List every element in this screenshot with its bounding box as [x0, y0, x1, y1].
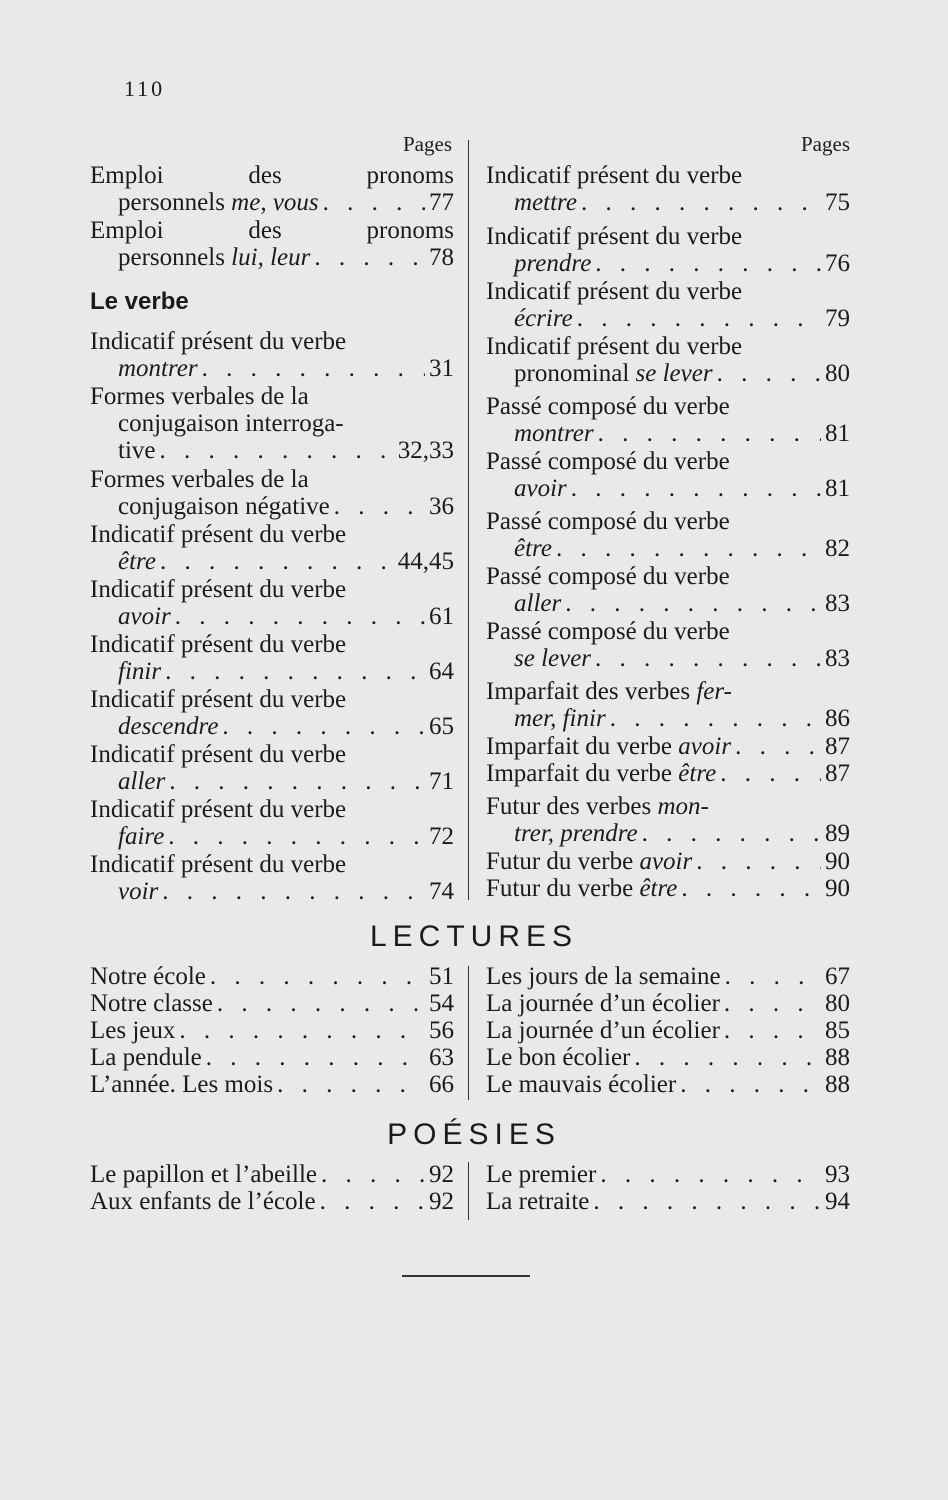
page-ref: 51: [429, 963, 454, 990]
leader-dots: [725, 963, 821, 990]
entry-line: [486, 590, 850, 617]
entry-line: [90, 768, 454, 795]
entry-italic: être: [118, 548, 156, 575]
entry-line: [486, 162, 850, 189]
toc-entry: [486, 678, 850, 732]
toc-entry: [90, 1071, 454, 1098]
toc-entry: [90, 1044, 454, 1071]
entry-italic: être: [639, 875, 678, 902]
entry-line: [90, 1044, 454, 1071]
page-ref: 81: [825, 475, 850, 502]
entry-line: [486, 420, 850, 447]
entry-text: Futur du verbe: [486, 875, 634, 902]
entry-text: Notre classe: [90, 990, 213, 1017]
entry-line: [90, 493, 454, 520]
entry-text: conjugaison interroga-: [118, 410, 344, 437]
entry-line: [486, 448, 850, 475]
entry-italic: me, vous: [231, 189, 319, 216]
entry-italic: avoir: [118, 603, 171, 630]
section-title-verbe: Le verbe: [90, 288, 189, 315]
entry-line: [90, 1071, 454, 1098]
page-ref: 87: [825, 733, 850, 760]
entry-line: [90, 1188, 454, 1215]
page-ref: 64: [429, 658, 454, 685]
leader-dots: [179, 1017, 425, 1044]
page-ref: 88: [825, 1071, 850, 1098]
entry-italic: se lever: [635, 360, 713, 387]
entry-italic: mer, finir: [514, 705, 606, 732]
column-divider-poesies: [468, 1162, 469, 1220]
entry-line: [90, 328, 454, 355]
entry-line: [486, 333, 850, 360]
page-ref: 67: [825, 963, 850, 990]
toc-entry: [486, 793, 850, 847]
entry-text: Passé composé du verbe: [486, 393, 730, 420]
entry-italic: se lever: [514, 645, 592, 672]
entry-line: [486, 848, 850, 875]
page-ref: 77: [429, 189, 454, 216]
page-ref: 83: [825, 645, 850, 672]
toc-entry: [90, 1017, 454, 1044]
entry-line: [90, 686, 454, 713]
page-ref: 88: [825, 1044, 850, 1071]
entry-italic: être: [678, 760, 717, 787]
leader-dots: [724, 1017, 821, 1044]
entry-text: Futur des verbes: [486, 793, 652, 820]
entry-line: [90, 466, 454, 493]
entry-line: [486, 1161, 850, 1188]
entry-text: Indicatif présent du verbe: [90, 631, 347, 658]
toc-entry: [486, 448, 850, 502]
entry-italic: faire: [118, 823, 165, 850]
entry-line: [486, 1017, 850, 1044]
entry-text: personnels: [118, 244, 225, 271]
page-ref: 80: [825, 990, 850, 1017]
entry-text: Futur du verbe: [486, 848, 634, 875]
entry-italic: lui, leur: [231, 244, 311, 271]
leader-dots: [642, 820, 821, 847]
toc-entry: [90, 1188, 454, 1215]
toc-entry: [486, 1161, 850, 1188]
page-ref: 61: [429, 603, 454, 630]
entry-line: [486, 305, 850, 332]
entry-text: Les jeux: [90, 1017, 176, 1044]
leader-dots: [320, 1188, 425, 1215]
page-number: 110: [124, 76, 166, 101]
entry-line: [90, 576, 454, 603]
toc-entry: [90, 1161, 454, 1188]
toc-entry: [486, 963, 850, 990]
entry-text: Formes verbales de la: [90, 466, 309, 493]
toc-entry: [486, 1071, 850, 1098]
entry-word: Emploi: [90, 162, 164, 189]
toc-entry: [90, 466, 454, 520]
toc-entry: [486, 1188, 850, 1215]
page-ref: 54: [429, 990, 454, 1017]
leader-dots: [210, 963, 425, 990]
entry-line: [486, 618, 850, 645]
entry-italic: mettre: [514, 189, 577, 216]
page-ref: 63: [429, 1044, 454, 1071]
entry-line: [486, 760, 850, 787]
lectures-heading: LECTURES: [369, 920, 579, 953]
toc-entry: [90, 576, 454, 630]
leader-dots: [593, 1188, 821, 1215]
entry-text: Indicatif présent du verbe: [486, 162, 743, 189]
page-ref: 81: [825, 420, 850, 447]
entry-text: Passé composé du verbe: [486, 448, 730, 475]
entry-text: Passé composé du verbe: [486, 618, 730, 645]
end-rule: [402, 1275, 530, 1277]
entry-italic: avoir: [514, 475, 567, 502]
page-ref: 93: [825, 1161, 850, 1188]
leader-dots: [206, 1044, 425, 1071]
toc-entry: [486, 733, 850, 760]
column-header-right: Pages: [801, 132, 850, 156]
leader-dots: [565, 590, 821, 617]
entry-italic: trer, prendre: [514, 820, 638, 847]
entry-line: [90, 823, 454, 850]
entry-italic: prendre: [514, 250, 592, 277]
page-ref: 75: [825, 189, 850, 216]
entry-line: [486, 1071, 850, 1098]
toc-entry: [486, 1044, 850, 1071]
toc-entry: [486, 990, 850, 1017]
entry-line: [90, 851, 454, 878]
entry-text: Le papillon et l’abeille: [90, 1161, 317, 1188]
entry-italic: aller: [118, 768, 166, 795]
leader-dots: [222, 713, 425, 740]
entry-line: [90, 713, 454, 740]
entry-line: [486, 508, 850, 535]
entry-text: personnels: [118, 189, 225, 216]
entry-line: [486, 820, 850, 847]
page-ref: 65: [429, 713, 454, 740]
page-ref: 80: [825, 360, 850, 387]
leader-dots: [162, 878, 425, 905]
entry-line: [90, 521, 454, 548]
entry-text: Indicatif présent du verbe: [90, 686, 347, 713]
entry-italic: finir: [118, 658, 162, 685]
leader-dots: [165, 658, 425, 685]
column-header-left: Pages: [403, 132, 452, 156]
toc-entry: [90, 963, 454, 990]
entry-text: Passé composé du verbe: [486, 563, 730, 590]
leader-dots: [598, 420, 821, 447]
leader-dots: [314, 244, 425, 271]
entry-text: Indicatif présent du verbe: [90, 328, 347, 355]
entry-line: [486, 875, 850, 902]
column-divider: [468, 140, 469, 900]
toc-entry: [90, 686, 454, 740]
entry-line: [486, 223, 850, 250]
entry-word: pronoms: [366, 217, 454, 244]
leader-dots: [571, 475, 821, 502]
entry-line: [90, 741, 454, 768]
entry-italic: aller: [514, 590, 562, 617]
entry-line: [486, 793, 850, 820]
entry-line: [486, 563, 850, 590]
entry-text: Formes verbales de la: [90, 383, 309, 410]
entry-line: [90, 410, 454, 437]
toc-entry: [486, 278, 850, 332]
entry-line: [486, 705, 850, 732]
leader-dots: [681, 875, 821, 902]
entry-italic: fer-: [696, 678, 732, 705]
page-ref: 79: [825, 305, 850, 332]
entry-line: [90, 878, 454, 905]
page-ref: 89: [825, 820, 850, 847]
leader-dots: [217, 990, 425, 1017]
entry-word: Emploi: [90, 217, 164, 244]
entry-italic: montrer: [514, 420, 594, 447]
entry-text: Les jours de la semaine: [486, 963, 721, 990]
entry-text: Le premier: [486, 1161, 597, 1188]
toc-entry: [486, 875, 850, 902]
entry-line: [90, 1017, 454, 1044]
entry-line: [486, 678, 850, 705]
entry-line: [90, 383, 454, 410]
toc-entry: [486, 223, 850, 277]
leader-dots: [577, 305, 821, 332]
poesies-heading: POÉSIES: [387, 1118, 561, 1151]
leader-dots: [724, 990, 821, 1017]
entry-line: [486, 278, 850, 305]
page-ref: 90: [825, 875, 850, 902]
entry-text: Indicatif présent du verbe: [486, 278, 743, 305]
entry-text: La journée d’un écolier: [486, 990, 720, 1017]
leader-dots: [581, 189, 821, 216]
page-ref: 56: [429, 1017, 454, 1044]
entry-text: tive: [118, 437, 156, 464]
toc-entry: [486, 618, 850, 672]
entry-text: Passé composé du verbe: [486, 508, 730, 535]
page-ref: 31: [429, 355, 454, 382]
entry-text: Indicatif présent du verbe: [90, 741, 347, 768]
entry-italic: avoir: [639, 848, 693, 875]
entry-text: Indicatif présent du verbe: [90, 796, 347, 823]
entry-line: [486, 733, 850, 760]
toc-entry: [90, 328, 454, 382]
entry-line: [90, 1161, 454, 1188]
page-ref: 32,33: [397, 437, 454, 464]
entry-line: [486, 189, 850, 216]
entry-italic: montrer: [118, 355, 198, 382]
entry-text: Notre école: [90, 963, 206, 990]
leader-dots: [634, 1044, 821, 1071]
page-ref: 36: [429, 493, 454, 520]
entry-text: Indicatif présent du verbe: [486, 333, 743, 360]
entry-line: [90, 217, 454, 244]
toc-entry: [90, 990, 454, 1017]
leader-dots: [556, 535, 821, 562]
entry-italic: avoir: [678, 733, 732, 760]
entry-line: [486, 475, 850, 502]
leader-dots: [595, 250, 821, 277]
entry-text: Imparfait du verbe: [486, 733, 673, 760]
entry-line: [90, 244, 454, 271]
page-ref: 71: [429, 768, 454, 795]
toc-entry: [486, 508, 850, 562]
toc-entry: [486, 333, 850, 387]
entry-line: [486, 393, 850, 420]
toc-entry: [486, 848, 850, 875]
page-ref: 82: [825, 535, 850, 562]
page-ref: 66: [429, 1071, 454, 1098]
page-ref: 78: [429, 244, 454, 271]
leader-dots: [175, 603, 425, 630]
leader-dots: [720, 760, 821, 787]
entry-line: [486, 1044, 850, 1071]
leader-dots: [696, 848, 821, 875]
page-ref: 86: [825, 705, 850, 732]
toc-entry: [90, 631, 454, 685]
entry-line: [486, 645, 850, 672]
entry-line: [486, 535, 850, 562]
page-ref: 90: [825, 848, 850, 875]
entry-text: Indicatif présent du verbe: [486, 223, 743, 250]
page-ref: 44,45: [397, 548, 454, 575]
leader-dots: [168, 823, 425, 850]
toc-entry: [486, 393, 850, 447]
entry-italic: voir: [118, 878, 159, 905]
page-ref: 83: [825, 590, 850, 617]
entry-italic: écrire: [514, 305, 573, 332]
entry-text: Aux enfants de l’école: [90, 1188, 316, 1215]
entry-line: [90, 162, 454, 189]
entry-line: [486, 963, 850, 990]
page-ref: 87: [825, 760, 850, 787]
leader-dots: [160, 437, 394, 464]
page-ref: 74: [429, 878, 454, 905]
entry-text: Indicatif présent du verbe: [90, 576, 347, 603]
entry-text: Imparfait des verbes: [486, 678, 691, 705]
toc-entry: [90, 383, 454, 464]
page-ref: 92: [429, 1161, 454, 1188]
entry-line: [486, 360, 850, 387]
entry-text: Indicatif présent du verbe: [90, 851, 347, 878]
toc-entry: [90, 796, 454, 850]
leader-dots: [321, 1161, 425, 1188]
entry-italic: descendre: [118, 713, 219, 740]
leader-dots: [334, 493, 425, 520]
leader-dots: [735, 733, 821, 760]
leader-dots: [160, 548, 394, 575]
entry-italic: mon-: [657, 793, 709, 820]
toc-entry: [90, 851, 454, 905]
leader-dots: [595, 645, 821, 672]
leader-dots: [277, 1071, 425, 1098]
entry-text: La journée d’un écolier: [486, 1017, 720, 1044]
entry-italic: être: [514, 535, 552, 562]
page-ref: 72: [429, 823, 454, 850]
leader-dots: [717, 360, 821, 387]
toc-entry: [486, 563, 850, 617]
entry-text: Le bon écolier: [486, 1044, 631, 1071]
entry-word: des: [248, 217, 282, 244]
toc-entry: [90, 217, 454, 271]
page-ref: 94: [825, 1188, 850, 1215]
toc-entry: [486, 162, 850, 216]
entry-line: [486, 990, 850, 1017]
entry-line: [486, 250, 850, 277]
entry-word: des: [248, 162, 282, 189]
page-ref: 85: [825, 1017, 850, 1044]
toc-entry: [486, 1017, 850, 1044]
entry-line: [486, 1188, 850, 1215]
entry-text: La pendule: [90, 1044, 202, 1071]
leader-dots: [202, 355, 425, 382]
entry-text: La retraite: [486, 1188, 590, 1215]
entry-line: [90, 437, 454, 464]
toc-entry: [90, 521, 454, 575]
entry-line: [90, 658, 454, 685]
entry-text: Imparfait du verbe: [486, 760, 673, 787]
toc-entry: [90, 162, 454, 216]
entry-line: [90, 548, 454, 575]
leader-dots: [680, 1071, 821, 1098]
entry-line: [90, 189, 454, 216]
page-ref: 92: [429, 1188, 454, 1215]
toc-entry: [486, 760, 850, 787]
entry-line: [90, 355, 454, 382]
entry-text: conjugaison négative: [118, 493, 330, 520]
leader-dots: [169, 768, 425, 795]
entry-text: Le mauvais écolier: [486, 1071, 677, 1098]
column-divider-lectures: [468, 966, 469, 1100]
entry-text: L’année. Les mois: [90, 1071, 274, 1098]
entry-line: [90, 963, 454, 990]
entry-line: [90, 603, 454, 630]
entry-text: pronominal: [514, 360, 630, 387]
toc-entry: [90, 741, 454, 795]
leader-dots: [323, 189, 425, 216]
entry-text: Indicatif présent du verbe: [90, 521, 347, 548]
entry-line: [90, 631, 454, 658]
leader-dots: [610, 705, 821, 732]
entry-line: [90, 990, 454, 1017]
entry-word: pronoms: [366, 162, 454, 189]
leader-dots: [600, 1161, 821, 1188]
entry-line: [90, 796, 454, 823]
page-ref: 76: [825, 250, 850, 277]
